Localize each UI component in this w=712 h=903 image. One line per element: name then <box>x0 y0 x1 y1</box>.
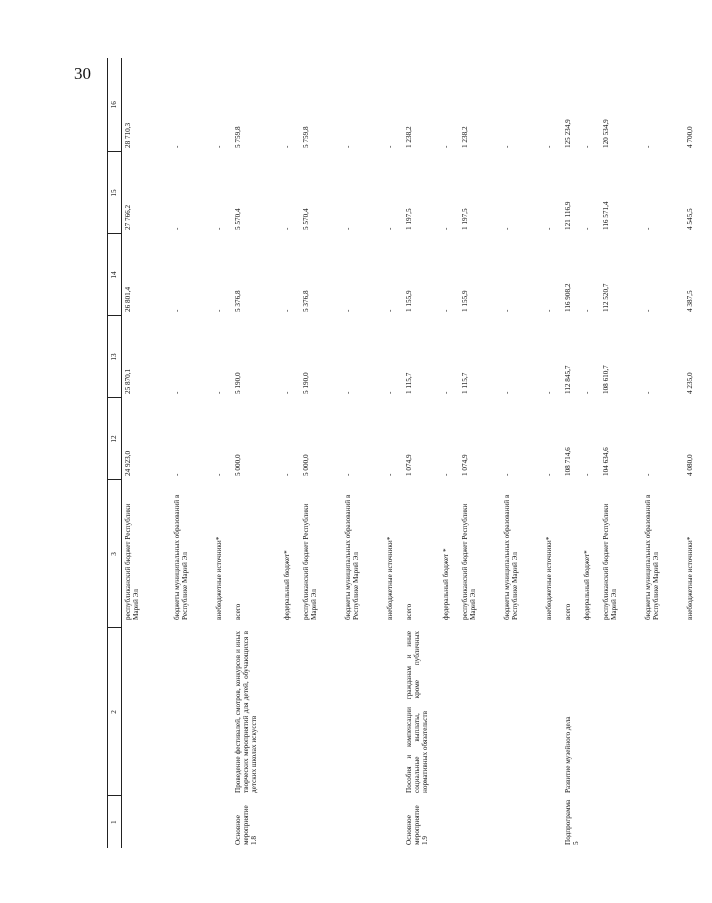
table-row <box>300 58 342 848</box>
table-row <box>342 58 384 848</box>
amount-cell: 25 870,1 <box>124 368 132 394</box>
amount-cell: 116 571,4 <box>601 201 610 230</box>
program-name-cell <box>543 628 562 796</box>
program-name-cell: Пособия и компенсации гражданам и иные социальные выплаты, кроме публичных нормативных обязательств <box>404 631 430 793</box>
program-code-cell <box>501 796 543 848</box>
table-row <box>440 58 459 848</box>
amount-cell: - <box>385 309 394 312</box>
amount-cell: - <box>441 391 450 394</box>
program-code-cell <box>581 796 600 848</box>
amount-cell: - <box>544 145 553 148</box>
funding-source-cell: республиканский бюджет Республики Марий Эл <box>301 503 318 620</box>
program-name-cell <box>342 628 384 796</box>
page-number: 30 <box>74 64 91 83</box>
funding-source-cell: внебюджетные источники* <box>685 536 694 620</box>
program-code-cell <box>543 796 562 848</box>
amount-cell: - <box>385 473 394 476</box>
table-row <box>581 58 600 848</box>
amount-cell: - <box>172 227 181 230</box>
amount-cell: 24 923,0 <box>124 450 132 476</box>
amount-cell: 121 116,9 <box>563 201 572 230</box>
program-code-cell <box>459 796 501 848</box>
funding-source-cell: бюджеты муниципальных образований в Республике Марий Эл <box>343 494 360 620</box>
program-code-cell <box>122 796 171 848</box>
program-code-cell <box>300 796 342 848</box>
table-row <box>459 58 501 848</box>
amount-cell: - <box>214 145 223 148</box>
col-header: 13 <box>108 316 122 398</box>
table-row <box>171 58 213 848</box>
amount-cell: - <box>502 309 511 312</box>
amount-cell: - <box>643 309 652 312</box>
amount-cell: 5 570,4 <box>301 208 310 230</box>
amount-cell: - <box>502 391 511 394</box>
table-row <box>684 58 712 848</box>
rotated-sheet <box>107 58 694 848</box>
program-name-cell <box>281 628 300 796</box>
table-row <box>122 58 171 848</box>
amount-cell: 4 080,0 <box>685 454 694 476</box>
funding-source-cell: федеральный бюджет * <box>441 548 450 620</box>
amount-cell: - <box>343 391 352 394</box>
header-row <box>108 58 122 848</box>
amount-cell: - <box>582 391 591 394</box>
program-name-cell <box>122 628 171 796</box>
col-header: 16 <box>108 58 122 152</box>
table-row <box>642 58 684 848</box>
table-row <box>213 58 232 848</box>
funding-source-cell: внебюджетные источники* <box>544 536 553 620</box>
program-name-cell <box>171 628 213 796</box>
amount-cell: - <box>502 227 511 230</box>
table-row <box>600 58 642 848</box>
col-header: 15 <box>108 152 122 234</box>
amount-cell: 5 759,8 <box>233 126 242 148</box>
amount-cell: - <box>343 145 352 148</box>
amount-cell: 1 238,2 <box>404 126 413 148</box>
funding-source-cell: федеральный бюджет* <box>282 550 291 620</box>
funding-source-cell: бюджеты муниципальных образований в Республике Марий Эл <box>643 494 660 620</box>
amount-cell: - <box>282 391 291 394</box>
program-code-cell: Основное мероприятие 1.9 <box>404 805 430 845</box>
program-name-cell: Проведение фестивалей, смотров, конкурсов и иных творческих мероприятий для детей, обучающихся в детских школах искусств <box>233 631 259 793</box>
amount-cell: - <box>343 473 352 476</box>
col-header: 2 <box>108 628 122 796</box>
funding-source-cell: внебюджетные источники* <box>385 536 394 620</box>
program-code-cell <box>342 796 384 848</box>
table-row <box>281 58 300 848</box>
amount-cell: - <box>502 145 511 148</box>
amount-cell: - <box>282 227 291 230</box>
amount-cell: - <box>282 473 291 476</box>
amount-cell: 1 238,2 <box>460 126 469 148</box>
amount-cell: - <box>441 473 450 476</box>
amount-cell: - <box>214 309 223 312</box>
amount-cell: 26 801,4 <box>124 286 132 312</box>
program-code-cell <box>600 796 642 848</box>
amount-cell: - <box>343 309 352 312</box>
amount-cell: 5 000,0 <box>301 454 310 476</box>
amount-cell: - <box>502 473 511 476</box>
amount-cell: - <box>582 227 591 230</box>
amount-cell: 4 235,0 <box>685 372 694 394</box>
amount-cell: - <box>172 391 181 394</box>
program-name-cell <box>384 628 403 796</box>
amount-cell: - <box>441 145 450 148</box>
amount-cell: 28 710,3 <box>124 122 132 148</box>
amount-cell: 4 545,5 <box>685 208 694 230</box>
program-name-cell <box>440 628 459 796</box>
table-row <box>501 58 543 848</box>
funding-source-cell: федеральный бюджет* <box>582 550 591 620</box>
amount-cell: - <box>544 473 553 476</box>
program-name-cell <box>501 628 543 796</box>
amount-cell: 5 376,8 <box>233 290 242 312</box>
amount-cell: 5 000,0 <box>233 454 242 476</box>
amount-cell: - <box>214 473 223 476</box>
amount-cell: 120 534,9 <box>601 119 610 148</box>
funding-source-cell: бюджеты муниципальных образований в Республике Марий Эл <box>502 494 519 620</box>
amount-cell: 1 197,5 <box>460 208 469 230</box>
amount-cell: - <box>643 145 652 148</box>
table-body <box>122 58 712 848</box>
amount-cell: - <box>643 227 652 230</box>
amount-cell: 27 766,2 <box>124 204 132 230</box>
amount-cell: - <box>343 227 352 230</box>
table-row <box>232 58 281 848</box>
program-code-cell <box>440 796 459 848</box>
program-code-cell <box>281 796 300 848</box>
amount-cell: 116 908,2 <box>563 283 572 312</box>
funding-source-cell: бюджеты муниципальных образований в Республике Марий Эл <box>172 494 189 620</box>
amount-cell: 112 520,7 <box>601 283 610 312</box>
amount-cell: - <box>172 145 181 148</box>
amount-cell: - <box>544 391 553 394</box>
table-row <box>562 58 581 848</box>
program-name-cell: Развитие музейного дела <box>563 716 572 793</box>
amount-cell: 5 759,8 <box>301 126 310 148</box>
amount-cell: 1 155,9 <box>404 290 413 312</box>
amount-cell: - <box>172 473 181 476</box>
amount-cell: - <box>282 145 291 148</box>
amount-cell: 4 700,0 <box>685 126 694 148</box>
amount-cell: - <box>544 227 553 230</box>
amount-cell: - <box>643 391 652 394</box>
program-name-cell <box>213 628 232 796</box>
budget-table <box>107 58 712 848</box>
amount-cell: 108 714,6 <box>563 447 572 476</box>
amount-cell: 1 197,5 <box>404 208 413 230</box>
amount-cell: 5 190,0 <box>233 372 242 394</box>
table-row <box>543 58 562 848</box>
program-name-cell <box>459 628 501 796</box>
amount-cell: 5 570,4 <box>233 208 242 230</box>
amount-cell: 1 115,7 <box>404 372 413 394</box>
amount-cell: 5 190,0 <box>301 372 310 394</box>
funding-source-cell: всего <box>233 603 242 620</box>
funding-source-cell: республиканский бюджет Республики Марий Эл <box>601 503 618 620</box>
table-row <box>403 58 440 848</box>
program-name-cell <box>600 628 642 796</box>
amount-cell: 4 387,5 <box>685 290 694 312</box>
program-code-cell <box>171 796 213 848</box>
amount-cell: - <box>582 473 591 476</box>
amount-cell: - <box>582 309 591 312</box>
amount-cell: - <box>643 473 652 476</box>
funding-source-cell: всего <box>563 603 572 620</box>
program-name-cell <box>300 628 342 796</box>
program-name-cell <box>684 628 712 796</box>
col-header: 3 <box>108 480 122 628</box>
amount-cell: - <box>441 309 450 312</box>
amount-cell: 104 634,6 <box>601 447 610 476</box>
amount-cell: 5 376,8 <box>301 290 310 312</box>
amount-cell: 1 074,9 <box>460 454 469 476</box>
col-header: 12 <box>108 398 122 480</box>
program-name-cell <box>581 628 600 796</box>
amount-cell: 1 074,9 <box>404 454 413 476</box>
amount-cell: - <box>282 309 291 312</box>
amount-cell: - <box>441 227 450 230</box>
funding-source-cell: внебюджетные источники* <box>214 536 223 620</box>
col-header: 14 <box>108 234 122 316</box>
amount-cell: 1 115,7 <box>460 372 469 394</box>
amount-cell: - <box>214 391 223 394</box>
program-code-cell <box>642 796 684 848</box>
program-code-cell: Подпрограмма 5 <box>563 799 580 845</box>
funding-source-cell: всего <box>404 603 413 620</box>
amount-cell: 108 610,7 <box>601 365 610 394</box>
amount-cell: - <box>385 391 394 394</box>
amount-cell: 125 234,9 <box>563 119 572 148</box>
program-code-cell: Основное мероприятие 1.8 <box>233 805 259 845</box>
amount-cell: - <box>214 227 223 230</box>
amount-cell: - <box>544 309 553 312</box>
program-code-cell <box>684 796 712 848</box>
table-row <box>384 58 403 848</box>
amount-cell: - <box>385 145 394 148</box>
funding-source-cell: республиканский бюджет Республики Марий Эл <box>124 503 141 620</box>
program-name-cell <box>642 628 684 796</box>
amount-cell: 1 155,9 <box>460 290 469 312</box>
funding-source-cell: республиканский бюджет Республики Марий Эл <box>460 503 477 620</box>
amount-cell: - <box>172 309 181 312</box>
program-code-cell <box>384 796 403 848</box>
amount-cell: - <box>582 145 591 148</box>
col-header: 1 <box>108 796 122 848</box>
amount-cell: - <box>385 227 394 230</box>
amount-cell: 112 845,7 <box>563 365 572 394</box>
program-code-cell <box>213 796 232 848</box>
